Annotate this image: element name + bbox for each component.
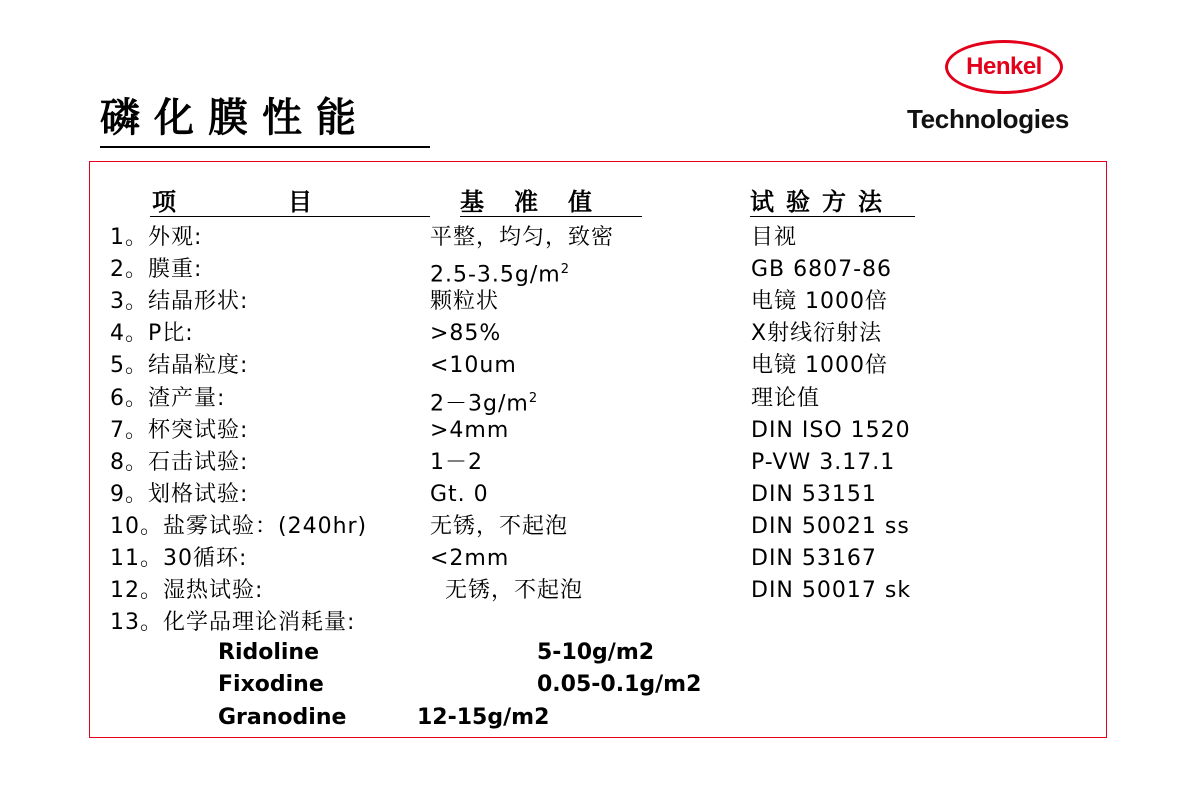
row-item: 9。划格试验: bbox=[110, 481, 249, 507]
row-standard-text: >4mm bbox=[430, 417, 510, 443]
chemical-value: 0.05-0.1g/m2 bbox=[537, 672, 702, 698]
row-item: 12。湿热试验: bbox=[110, 578, 264, 604]
row-item: 1。外观: bbox=[110, 225, 203, 250]
row-standard-text: 1－2 bbox=[430, 449, 483, 475]
row-item: 10。盐雾试验：(240hr) bbox=[110, 513, 368, 539]
chemical-name: Fixodine bbox=[218, 672, 324, 698]
row-item: 13。化学品理论消耗量: bbox=[110, 610, 356, 636]
row-item: 2。膜重: bbox=[110, 257, 203, 283]
row-method: DIN 53151 bbox=[751, 481, 877, 507]
header-item-b: 目 bbox=[288, 188, 312, 216]
row-method: 电镜 1000倍 bbox=[751, 353, 888, 379]
row-standard-text: 2.5-3.5g/m bbox=[430, 262, 561, 288]
row-item: 4。P比: bbox=[110, 321, 194, 347]
row-standard bbox=[430, 479, 489, 511]
row-method: X射线衍射法 bbox=[751, 321, 883, 347]
row-method: DIN 50021 ss bbox=[751, 513, 910, 539]
header-method: 试验方法 bbox=[750, 188, 915, 217]
row-method: 目视 bbox=[751, 225, 798, 250]
row-standard-text: 平整，均匀，致密 bbox=[430, 225, 615, 250]
henkel-oval-icon bbox=[945, 40, 1063, 94]
row-item: 3。结晶形状: bbox=[110, 289, 249, 315]
row-standard-text: 颗粒状 bbox=[430, 289, 500, 315]
row-standard bbox=[445, 575, 583, 607]
row-standard bbox=[430, 222, 614, 254]
row-standard-text: <2mm bbox=[430, 546, 510, 571]
chemical-value: 12-15g/m2 bbox=[417, 704, 550, 730]
row-standard-superscript: 2 bbox=[528, 390, 539, 406]
henkel-logo bbox=[905, 40, 1105, 140]
row-method: DIN 50017 sk bbox=[751, 578, 912, 604]
row-item: 5。结晶粒度: bbox=[110, 353, 249, 379]
row-standard-superscript: 2 bbox=[560, 262, 571, 278]
row-item: 6。渣产量: bbox=[110, 385, 226, 411]
row-method: P-VW 3.17.1 bbox=[751, 449, 896, 475]
row-standard-text: <10um bbox=[430, 353, 517, 379]
chemical-name: Ridoline bbox=[218, 640, 320, 665]
row-standard-text: 无锈，不起泡 bbox=[445, 578, 584, 604]
row-standard-text: 2－3g/m bbox=[430, 390, 529, 416]
header-item bbox=[150, 188, 430, 217]
header-standard: 基准值 bbox=[460, 188, 642, 217]
row-item: 8。石击试验: bbox=[110, 449, 249, 475]
row-standard bbox=[430, 318, 501, 350]
row-standard-text: >85% bbox=[430, 321, 502, 347]
logo-brand: Henkel bbox=[966, 53, 1042, 80]
row-method: DIN ISO 1520 bbox=[751, 417, 911, 443]
row-standard bbox=[430, 350, 517, 382]
row-standard bbox=[430, 511, 568, 543]
row-standard-text: Gt. 0 bbox=[430, 481, 489, 507]
chemical-name: Granodine bbox=[218, 704, 347, 730]
row-standard bbox=[430, 447, 483, 479]
row-standard-text: 无锈，不起泡 bbox=[430, 513, 569, 539]
row-standard bbox=[430, 543, 509, 575]
chemical-value: 5-10g/m2 bbox=[537, 640, 655, 665]
row-standard bbox=[430, 286, 499, 318]
row-method: DIN 53167 bbox=[751, 546, 877, 571]
page-title: 磷化膜性能 bbox=[100, 92, 430, 148]
row-method: 理论值 bbox=[751, 385, 821, 411]
row-item: 11。30循环: bbox=[110, 546, 248, 571]
header-item-a: 项 bbox=[152, 188, 176, 216]
row-standard bbox=[430, 415, 509, 447]
row-method: GB 6807-86 bbox=[751, 257, 893, 283]
logo-tagline: Technologies bbox=[907, 104, 1070, 134]
row-item: 7。杯突试验: bbox=[110, 417, 249, 443]
row-method: 电镜 1000倍 bbox=[751, 289, 888, 315]
